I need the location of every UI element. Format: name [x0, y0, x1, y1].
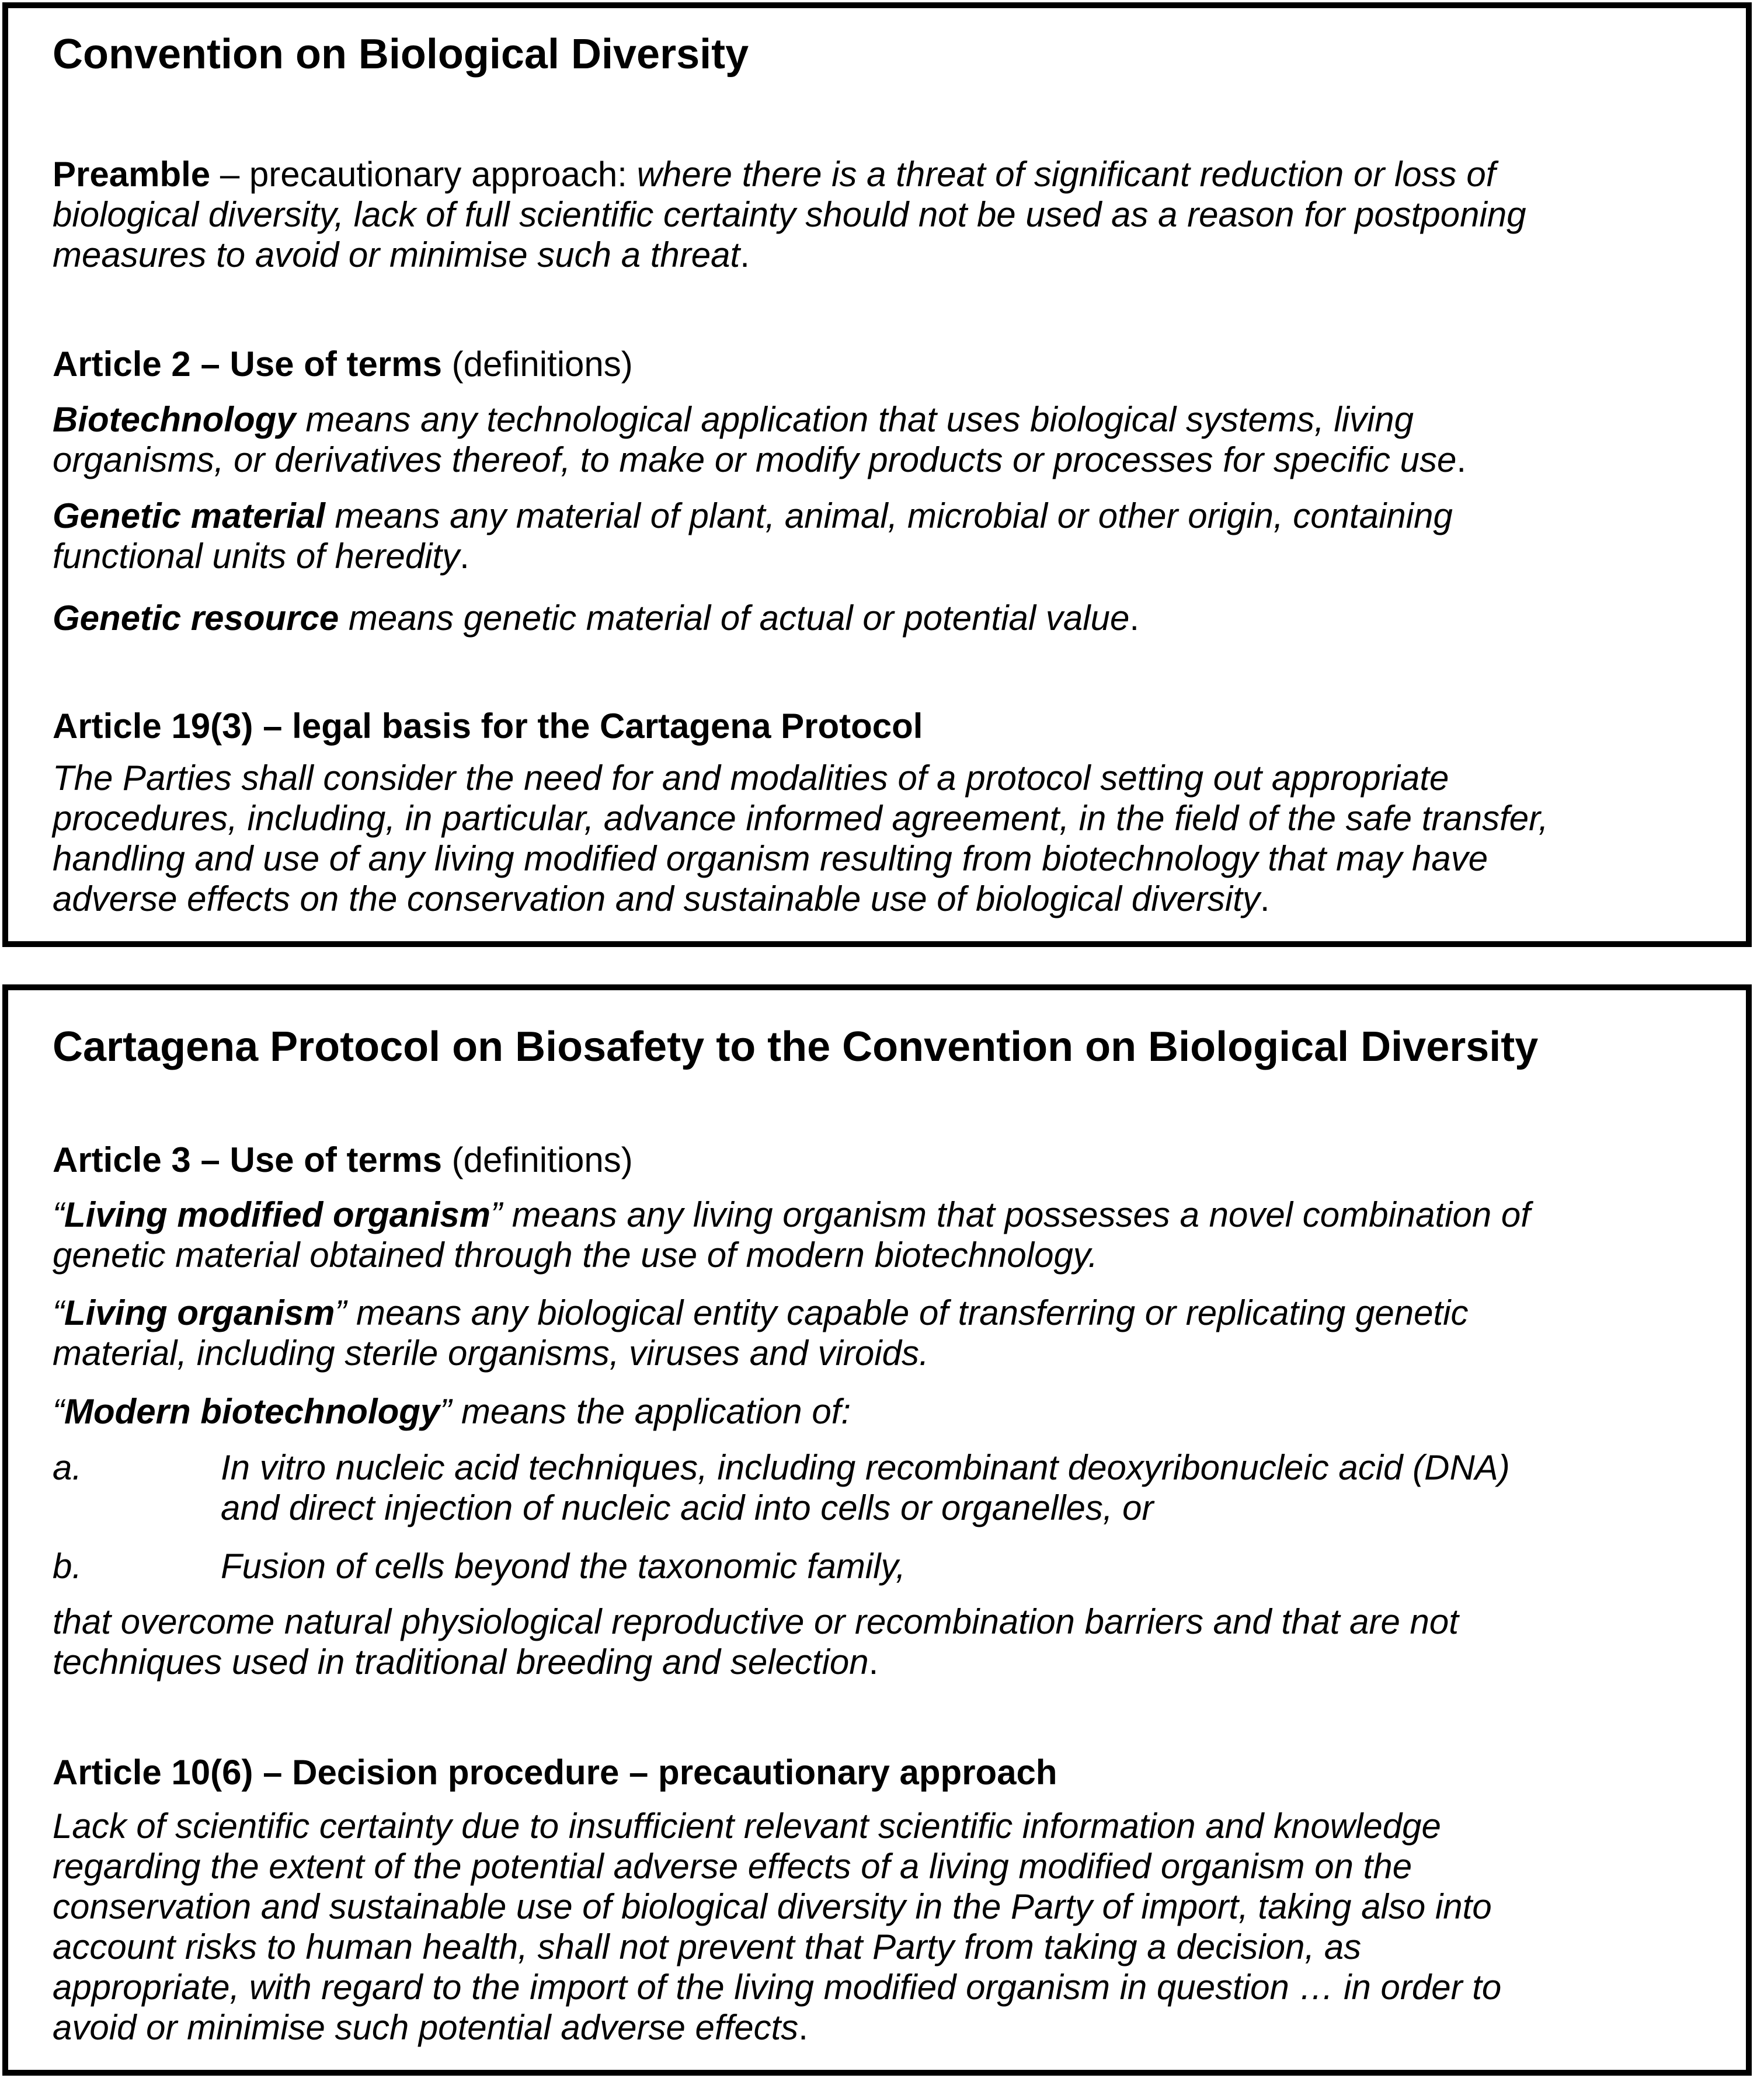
art19-block	[53, 706, 1711, 919]
def-genetic-material-text-2: functional units of heredity	[53, 537, 460, 576]
art19-text-4: adverse effects on the conservation and sustainable use of biological diversity	[53, 879, 1260, 918]
def-lo-text-1: ” means any biological entity capable of transferring or replicating genetic	[335, 1293, 1469, 1332]
list-item-a	[53, 1447, 1711, 1529]
art19-end: .	[1259, 879, 1270, 918]
def-lo-open: “	[53, 1293, 64, 1332]
def-living-organism	[53, 1293, 1711, 1373]
list-item-b	[53, 1546, 1711, 1587]
def-lmo-text-1: ” means any living organism that possesses a novel combination of	[490, 1195, 1530, 1234]
cbd-title: Convention on Biological Diversity	[53, 31, 749, 78]
art19-heading: Article 19(3) – legal basis for the Cartagena Protocol	[53, 706, 923, 746]
def-biotechnology-line-1	[53, 399, 1711, 440]
art10-text-1: Lack of scientific certainty due to insufficient relevant scientific information and knowledge	[53, 1806, 1441, 1846]
preamble-text-1: where there is a threat of significant reduction or loss of	[636, 155, 1496, 194]
art3-note: (definitions)	[441, 1140, 633, 1179]
list-item-a-label: a.	[53, 1448, 82, 1487]
def-genetic-resource-end: .	[1129, 598, 1140, 638]
art10-end: .	[798, 2008, 808, 2047]
def-genetic-material	[53, 496, 1711, 576]
art10-text-3: conservation and sustainable use of biological diversity in the Party of import, taking also into	[53, 1887, 1492, 1926]
def-mb-term: Modern biotechnology	[64, 1392, 440, 1431]
def-lmo-line-1	[53, 1195, 1711, 1235]
def-lmo-text-2: genetic material obtained through the use of modern biotechnology.	[53, 1235, 1098, 1275]
def-genetic-resource-line-1	[53, 598, 1711, 638]
def-biotechnology-line-2	[53, 440, 1711, 480]
def-mb-text-1: ” means the application of:	[440, 1392, 851, 1431]
def-modern-biotechnology	[53, 1391, 1711, 1432]
def-lmo-open: “	[53, 1195, 64, 1234]
art10-text-5: appropriate, with regard to the import of the living modified organism in question … in order to	[53, 1968, 1502, 2007]
def-genetic-resource	[53, 598, 1711, 638]
def-lo-text-2: material, including sterile organisms, viruses and viroids.	[53, 1334, 929, 1373]
art10-text-4: account risks to human health, shall not prevent that Party from taking a decision, as	[53, 1927, 1362, 1966]
art3-heading: Article 3 – Use of terms	[53, 1140, 442, 1179]
def-genetic-resource-term: Genetic resource	[53, 598, 339, 638]
def-mb-line-1	[53, 1391, 1711, 1432]
art2-note: (definitions)	[441, 344, 633, 384]
def-genetic-resource-text-1: means genetic material of actual or potential value	[339, 598, 1130, 638]
def-living-modified-organism	[53, 1195, 1711, 1275]
list-item-a-text-1: In vitro nucleic acid techniques, including recombinant deoxyribonucleic acid (DNA)	[221, 1448, 1510, 1487]
art10-block	[53, 1752, 1711, 2048]
art3-heading-line	[53, 1140, 1711, 1180]
def-mb-tail-1: that overcome natural physiological reproductive or recombination barriers and that are not	[53, 1602, 1459, 1641]
art2-heading-line	[53, 344, 1711, 384]
cp-box	[2, 984, 1752, 2076]
def-mb-tail-2: techniques used in traditional breeding and selection	[53, 1642, 869, 1682]
list-item-b-label: b.	[53, 1547, 82, 1586]
preamble-line-3	[53, 235, 1711, 275]
def-lmo-term: Living modified organism	[64, 1195, 491, 1234]
def-lo-term: Living organism	[64, 1293, 335, 1332]
def-mb-open: “	[53, 1392, 64, 1431]
art19-text-1: The Parties shall consider the need for and modalities of a protocol setting out appropriate	[53, 758, 1449, 798]
preamble-block	[53, 154, 1711, 275]
list-item-a-text-2: and direct injection of nucleic acid into cells or organelles, or	[221, 1488, 1154, 1527]
preamble-end: .	[740, 235, 750, 274]
cp-title: Cartagena Protocol on Biosafety to the Convention on Biological Diversity	[53, 1024, 1539, 1070]
def-biotechnology-text-2: organisms, or derivatives thereof, to make or modify products or processes for specific use	[53, 440, 1457, 479]
art19-text-2: procedures, including, in particular, advance informed agreement, in the field of the safe transfer,	[53, 799, 1549, 838]
def-biotechnology-term: Biotechnology	[53, 400, 296, 439]
art10-text-2: regarding the extent of the potential adverse effects of a living modified organism on the	[53, 1847, 1412, 1886]
cbd-box	[2, 2, 1752, 947]
preamble-text-2: biological diversity, lack of full scientific certainty should not be used as a reason for postponing	[53, 195, 1526, 234]
def-genetic-material-end: .	[460, 537, 469, 576]
preamble-heading: Preamble	[53, 155, 211, 194]
def-biotechnology	[53, 399, 1711, 480]
def-lo-line-1	[53, 1293, 1711, 1333]
art10-line-6	[53, 2007, 1711, 2048]
preamble-sep: – precautionary approach:	[210, 155, 637, 194]
art19-text-3: handling and use of any living modified organism resulting from biotechnology that may have	[53, 839, 1488, 878]
def-mb-tail-end: .	[868, 1642, 879, 1682]
art10-heading: Article 10(6) – Decision procedure – precautionary approach	[53, 1753, 1057, 1792]
def-biotechnology-text-1: means any technological application that uses biological systems, living	[295, 400, 1414, 439]
def-genetic-material-text-1: means any material of plant, animal, microbial or other origin, containing	[325, 496, 1453, 535]
def-genetic-material-term: Genetic material	[53, 496, 325, 535]
preamble-text-3: measures to avoid or minimise such a threat	[53, 235, 740, 274]
art2-heading: Article 2 – Use of terms	[53, 344, 442, 384]
art10-text-6: avoid or minimise such potential adverse effects	[53, 2008, 799, 2047]
list-item-b-text: Fusion of cells beyond the taxonomic family,	[221, 1547, 906, 1586]
def-modern-biotechnology-tail	[53, 1602, 1711, 1682]
def-mb-tail-line-2	[53, 1642, 1711, 1682]
preamble-line-1	[53, 154, 1711, 194]
def-genetic-material-line-1	[53, 496, 1711, 536]
list-item-a-text	[221, 1447, 1510, 1528]
def-biotechnology-end: .	[1456, 440, 1467, 479]
art19-line-4	[53, 879, 1711, 919]
def-genetic-material-line-2	[53, 536, 1711, 576]
